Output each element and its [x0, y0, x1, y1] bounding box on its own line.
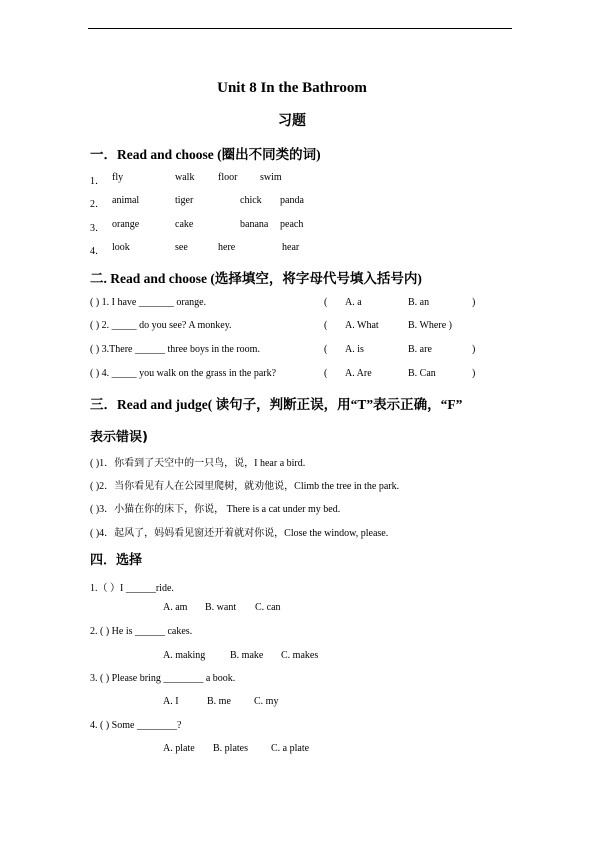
word: panda: [280, 195, 304, 206]
row-number: 2．: [90, 199, 105, 210]
section1-heading: 一．Read and choose (圈出不同类的词): [90, 147, 321, 162]
word: cake: [175, 219, 194, 230]
word: floor: [218, 172, 238, 183]
option-bracket-close: ): [472, 368, 476, 379]
choice-option: B. me: [207, 696, 231, 707]
word: fly: [112, 172, 124, 183]
option-bracket-close: ): [472, 344, 476, 355]
option-a: A. What: [345, 320, 379, 331]
header-rule: [88, 28, 512, 29]
word: orange: [112, 219, 140, 230]
word: banana: [240, 219, 269, 230]
choice-option: C. a plate: [271, 743, 310, 754]
choice-option: B. make: [230, 650, 264, 661]
option-bracket-close: ): [472, 297, 476, 308]
question-text: ( ) 4. _____ you walk on the grass in the park?: [90, 368, 277, 379]
choice-option: B. want: [205, 602, 237, 613]
option-a: A. is: [345, 344, 364, 355]
option-b: B. Where ): [408, 320, 452, 331]
choice-question: 1.（ ）I ______ride.: [90, 583, 174, 594]
row-number: 3．: [90, 223, 105, 234]
page-subtitle: 习题: [278, 113, 306, 129]
question-text: ( ) 3.There ______ three boys in the room.: [90, 344, 260, 355]
option-a: A. Are: [345, 368, 372, 379]
choice-option: B. plates: [213, 743, 248, 754]
judge-item: ( )1．你看到了天空中的一只鸟，说，I hear a bird.: [90, 458, 306, 469]
word: hear: [282, 242, 300, 253]
choice-option: A. making: [163, 650, 206, 661]
option-b: B. Can: [408, 368, 436, 379]
option-bracket-open: (: [324, 297, 328, 308]
choice-option: A. plate: [163, 743, 195, 754]
word: look: [112, 242, 130, 253]
question-text: ( ) 2. _____ do you see? A monkey.: [90, 320, 232, 331]
question-text: ( ) 1. I have _______ orange.: [90, 297, 207, 308]
row-number: 1．: [90, 176, 105, 187]
option-a: A. a: [345, 297, 362, 308]
row-number: 4．: [90, 246, 105, 257]
judge-item: ( )2．当你看见有人在公园里爬树，就劝他说，Climb the tree in the park.: [90, 481, 400, 492]
word: animal: [112, 195, 140, 206]
choice-option: C. makes: [281, 650, 319, 661]
option-b: B. an: [408, 297, 430, 308]
option-bracket-open: (: [324, 344, 328, 355]
section3-heading: 三．Read and judge( 读句子，判断正误，用“T”表示正确，“F”: [90, 397, 463, 412]
section3-heading-cont: 表示错误): [90, 430, 148, 445]
option-b: B. are: [408, 344, 432, 355]
option-bracket-open: (: [324, 320, 328, 331]
word: see: [175, 242, 188, 253]
word: here: [218, 242, 236, 253]
choice-question: 2. ( ) He is ______ cakes.: [90, 626, 193, 637]
word: walk: [175, 172, 195, 183]
choice-option: C. can: [255, 602, 281, 613]
choice-question: 3. ( ) Please bring ________ a book.: [90, 673, 236, 684]
choice-option: C. my: [254, 696, 279, 707]
word: chick: [240, 195, 262, 206]
word: tiger: [175, 195, 194, 206]
judge-item: ( )4．起风了，妈妈看见窗还开着就对你说，Close the window, please.: [90, 528, 389, 539]
choice-option: A. am: [163, 602, 188, 613]
section4-heading: 四．选择: [90, 553, 143, 568]
word: peach: [280, 219, 304, 230]
choice-question: 4. ( ) Some ________?: [90, 720, 182, 731]
page-title: Unit 8 In the Bathroom: [217, 80, 367, 96]
choice-option: A. I: [163, 696, 179, 707]
section2-heading: 二. Read and choose (选择填空，将字母代号填入括号内): [90, 271, 422, 286]
judge-item: ( )3．小猫在你的床下，你说， There is a cat under my bed.: [90, 504, 341, 515]
option-bracket-open: (: [324, 368, 328, 379]
word: swim: [260, 172, 282, 183]
